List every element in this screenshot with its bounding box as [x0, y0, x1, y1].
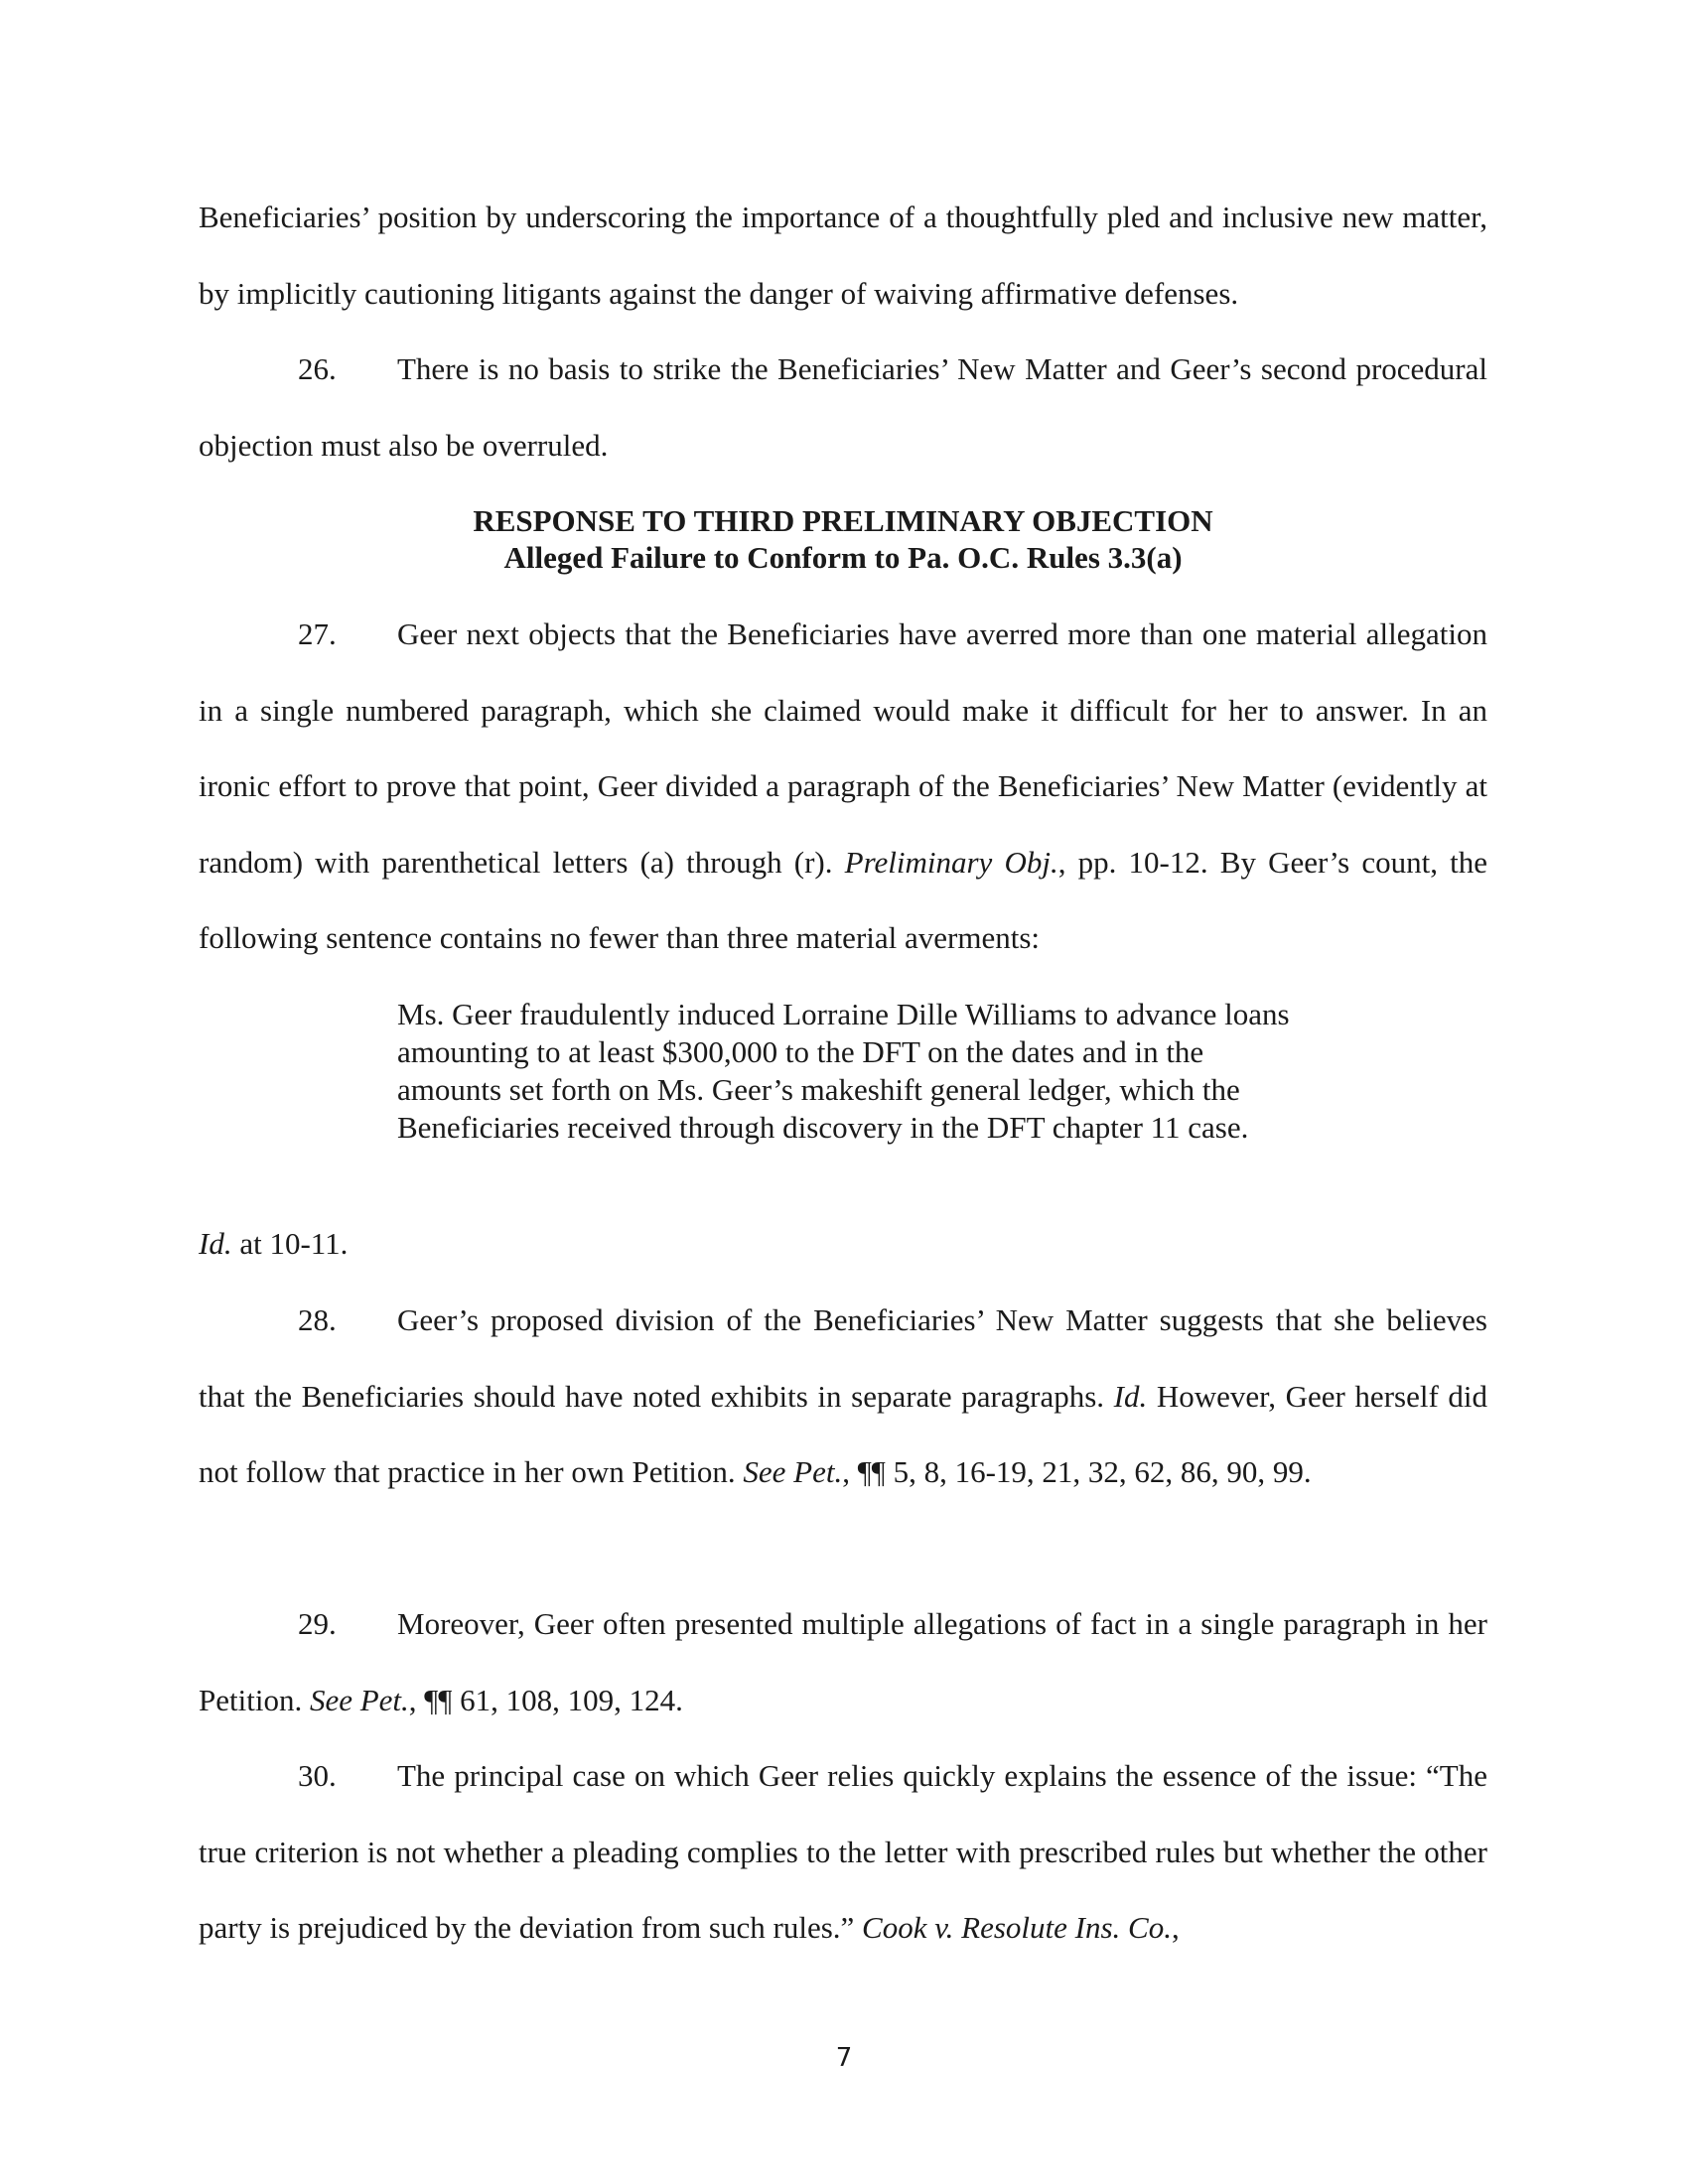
paragraph-29-number: 29. — [298, 1606, 337, 1641]
paragraph-28-number: 28. — [298, 1302, 337, 1337]
quote-citation-id: Id. — [199, 1226, 232, 1261]
page-number: 7 — [835, 2043, 853, 2073]
paragraph-27-citation: Preliminary Obj. — [844, 844, 1058, 880]
section-heading — [199, 502, 1487, 576]
paragraph-28-text-2: However, Geer herself did not follow that practice in her own Petition. — [199, 1378, 1488, 1489]
paragraph-28-citation-2: See Pet. — [743, 1454, 843, 1489]
paragraph-26-text: There is no basis to strike the Beneficiaries’ New Matter and Geer’s second procedural objection must also be overruled. — [199, 351, 1487, 463]
paragraph-30-number: 30. — [298, 1758, 337, 1793]
paragraph-26-number: 26. — [298, 351, 337, 386]
paragraph-29-text-2: , ¶¶ 61, 108, 109, 124. — [408, 1682, 683, 1717]
paragraph-25-continuation — [199, 180, 1487, 332]
paragraph-28-citation-1: Id. — [1113, 1378, 1148, 1414]
paragraph-29-citation: See Pet. — [309, 1682, 409, 1717]
paragraph-28-text-1: Geer’s proposed division of the Beneficiaries’ New Matter suggests that she believes that the Beneficiaries should have noted exhibits in separate paragraphs. — [199, 1302, 1487, 1414]
paragraph-25-text: Beneficiaries’ position by underscoring the importance of a thoughtfully pled and inclusive new matter, by implicitly cautioning litigants against the danger of waiving affirmative defenses. — [199, 200, 1487, 311]
paragraph-27 — [199, 597, 1487, 977]
paragraph-30-text-1: The principal case on which Geer relies quickly explains the essence of the issue: “The true criterion is not whether a pleading complies to the letter with prescribed rules but whether the other party is prejudiced by the deviation from such rules.” — [199, 1758, 1487, 1945]
section-heading-subtitle: Alleged Failure to Conform to Pa. O.C. Rules 3.3(a) — [503, 540, 1183, 575]
paragraph-28 — [199, 1283, 1487, 1511]
paragraph-30 — [199, 1738, 1487, 1967]
paragraph-27-text-2: , pp. 10-12. By Geer’s count, the following sentence contains no fewer than three material averments: — [199, 844, 1487, 955]
section-heading-title: RESPONSE TO THIRD PRELIMINARY OBJECTION — [473, 503, 1213, 538]
paragraph-29-text-1: Moreover, Geer often presented multiple allegations of fact in a single paragraph in her Petition. — [199, 1606, 1487, 1717]
paragraph-27-number: 27. — [298, 616, 337, 651]
quote-citation-line — [199, 1206, 1487, 1283]
paragraph-29 — [199, 1586, 1487, 1738]
paragraph-30-citation: Cook v. Resolute Ins. Co. — [862, 1910, 1172, 1945]
block-quote-text: Ms. Geer fraudulently induced Lorraine Dille Williams to advance loans amounting to at least $300,000 to the DFT on the dates and in the amounts set forth on Ms. Geer’s makeshift general ledger, which the Beneficiaries received through discovery in the DFT chapter 11 case. — [397, 997, 1290, 1145]
paragraph-28-text-3: , ¶¶ 5, 8, 16-19, 21, 32, 62, 86, 90, 99. — [842, 1454, 1312, 1489]
paragraph-26 — [199, 332, 1487, 483]
paragraph-30-text-2: , — [1171, 1910, 1180, 1945]
quote-citation-pages: at 10-11. — [231, 1226, 349, 1261]
block-quote — [397, 996, 1291, 1147]
paragraph-27-text-1: Geer next objects that the Beneficiaries have averred more than one material allegation in a single numbered paragraph, which she claimed would make it difficult for her to answer. In an ironic effort to prove that point, Geer divided a paragraph of the Beneficiaries’ New Matter (evidently at random) with parenthetical letters (a) through (r). — [199, 616, 1487, 880]
